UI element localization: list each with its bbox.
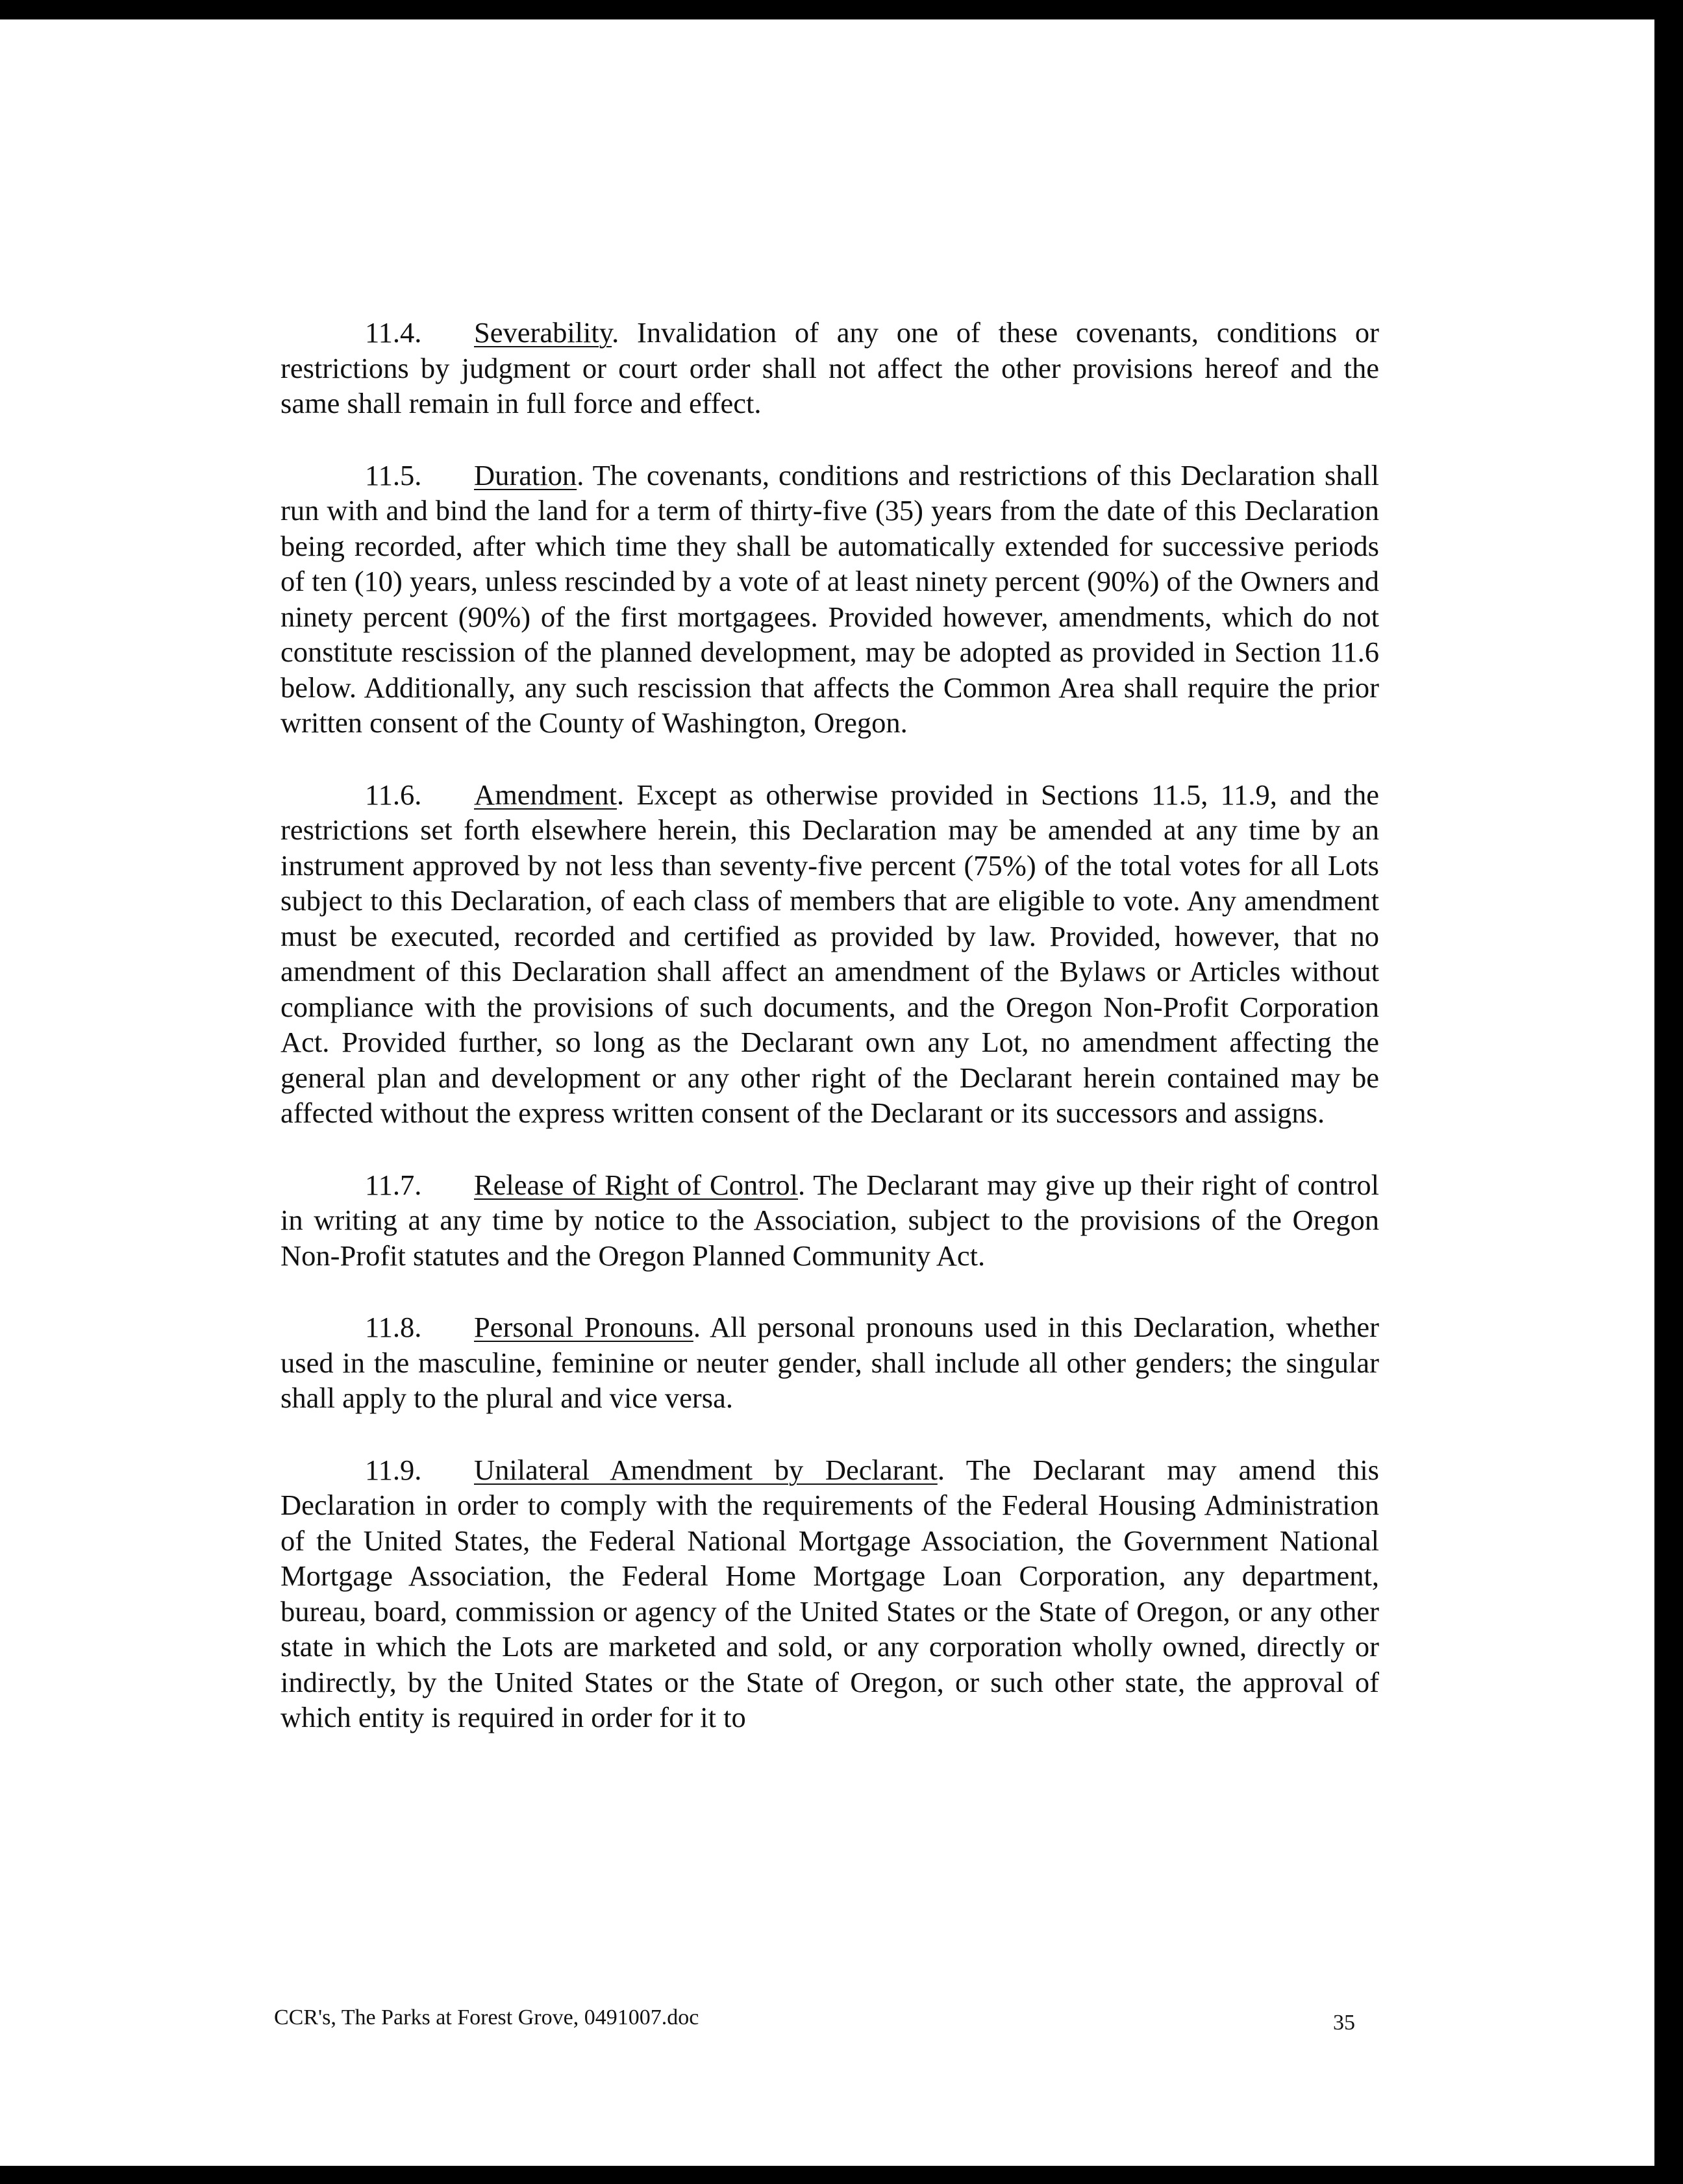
section-number: 11.9.: [365, 1453, 422, 1486]
section-text: . The Declarant may give up their right of control in writing at any time by notice to the Association, subject to the provisions of the Oregon Non-Profit statutes and the Oregon Planned Community Act.: [280, 1168, 1379, 1272]
section-number: 11.6.: [365, 778, 422, 811]
section-number: 11.7.: [365, 1168, 422, 1201]
section-11-4: [280, 315, 1379, 421]
section-heading: Severability: [474, 316, 612, 349]
footer-filename: CCR's, The Parks at Forest Grove, 0491007.doc: [274, 2005, 699, 2029]
section-text: . The covenants, conditions and restrictions of this Declaration shall run with and bind the land for a term of thirty-five (35) years from the date of this Declaration being recorded, after which time they shall be automatically extended for successive periods of ten (10) years, unless rescinded by a vote of at least ninety percent (90%) of the Owners and ninety percent (90%) of the first mortgagees. Provided however, amendments, which do not constitute rescission of the planned development, may be adopted as provided in Section 11.6 below. Additionally, any such rescission that affects the Common Area shall require the prior written consent of the County of Washington, Oregon.: [280, 458, 1379, 739]
section-11-8: [280, 1309, 1379, 1416]
footer-page-number: 35: [1333, 2011, 1355, 2035]
section-number: 11.4.: [365, 316, 422, 349]
document-body: [280, 315, 1379, 1772]
section-11-6: [280, 777, 1379, 1131]
section-text: . All personal pronouns used in this Declaration, whether used in the masculine, feminine or neuter gender, shall include all other genders; the singular shall apply to the plural and vice versa.: [280, 1311, 1379, 1414]
document-page: [0, 19, 1654, 2166]
section-11-9: [280, 1452, 1379, 1735]
section-11-7: [280, 1167, 1379, 1274]
section-text: . The Declarant may amend this Declaration in order to comply with the requirements of the Federal Housing Administration of the United States, the Federal National Mortgage Association, the Government National Mortgage Association, the Federal Home Mortgage Loan Corporation, any department, bureau, board, commission or agency of the United States or the State of Oregon, or any other state in which the Lots are marketed and sold, or any corporation wholly owned, directly or indirectly, by the United States or the State of Oregon, or such other state, the approval of which entity is required in order for it to: [280, 1453, 1380, 1733]
section-text: . Except as otherwise provided in Sections 11.5, 11.9, and the restrictions set forth elsewhere herein, this Declaration may be amended at any time by an instrument approved by not less than seventy-five percent (75%) of the total votes for all Lots subject to this Declaration, of each class of members that are eligible to vote. Any amendment must be executed, recorded and certified as provided by law. Provided, however, that no amendment of this Declaration shall affect an amendment of the Bylaws or Articles without compliance with the provisions of such documents, and the Oregon Non-Profit Corporation Act. Provided further, so long as the Declarant own any Lot, no amendment affecting the general plan and development or any other right of the Declarant herein contained may be affected without the express written consent of the Declarant or its successors and assigns.: [280, 778, 1379, 1129]
section-heading: Unilateral Amendment by Declarant: [474, 1453, 938, 1486]
section-text: . Invalidation of any one of these covenants, conditions or restrictions by judgment or court order shall not affect the other provisions hereof and the same shall remain in full force and effect.: [280, 316, 1379, 419]
section-number: 11.5.: [365, 458, 422, 491]
section-heading: Personal Pronouns: [474, 1311, 693, 1343]
section-heading: Duration: [474, 458, 577, 491]
section-heading: Release of Right of Control: [474, 1168, 798, 1201]
section-number: 11.8.: [365, 1311, 422, 1343]
section-heading: Amendment: [474, 778, 617, 811]
section-11-5: [280, 458, 1379, 741]
